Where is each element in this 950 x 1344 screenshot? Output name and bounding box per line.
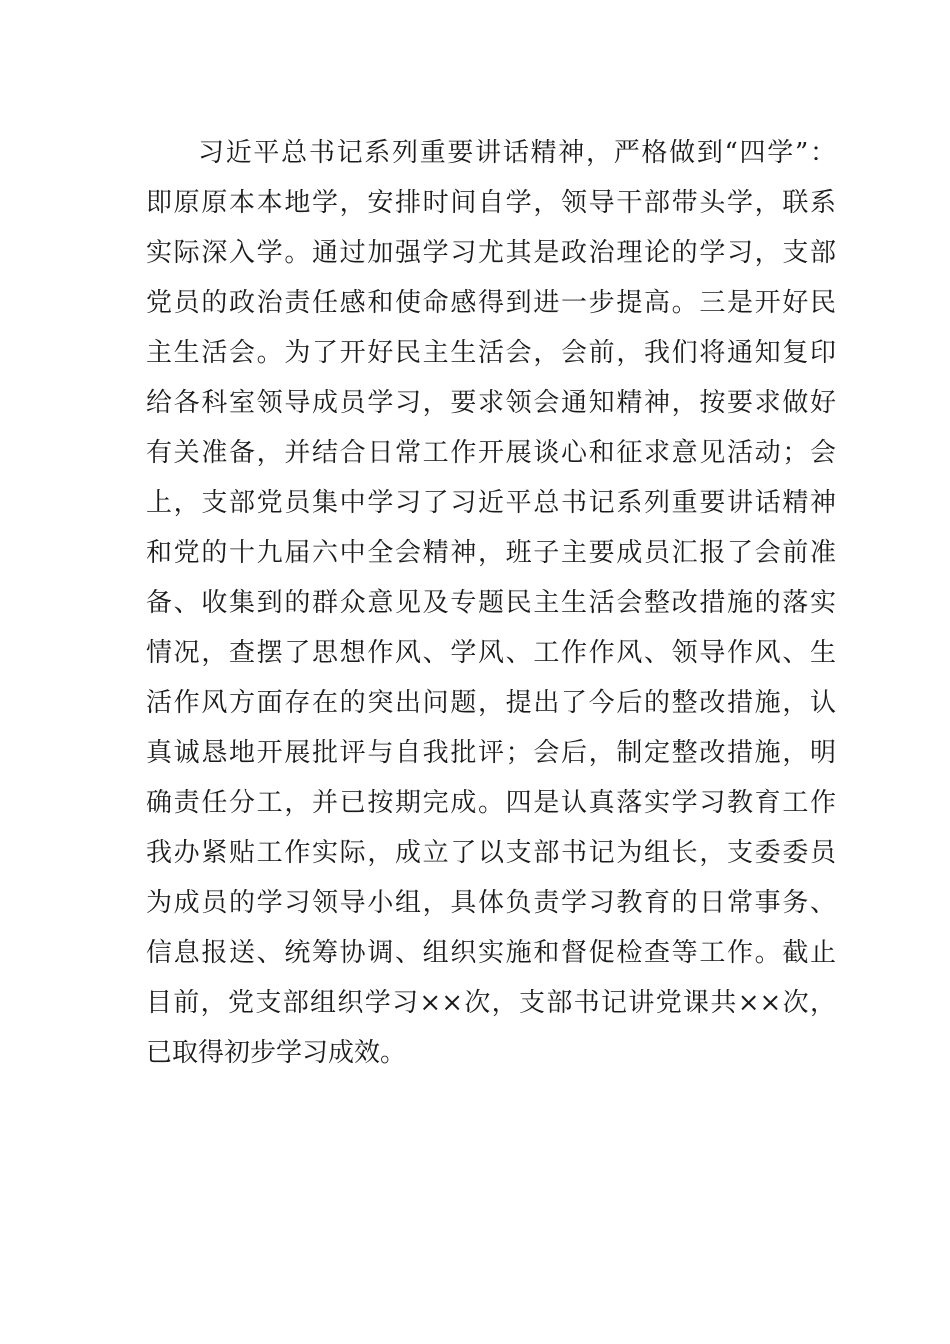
paragraph-line: 即原原本本地学，安排时间自学，领导干部带头学，联系 [146, 188, 836, 218]
paragraph-line: 有关准备，并结合日常工作开展谈心和征求意见活动；会 [146, 438, 836, 468]
paragraph-line: 给各科室领导成员学习，要求领会通知精神，按要求做好 [146, 388, 836, 418]
paragraph-line: 习近平总书记系列重要讲话精神，严格做到“四学”： [198, 138, 836, 168]
paragraph-line: 活作风方面存在的突出问题，提出了今后的整改措施，认 [146, 688, 836, 718]
body-paragraph [146, 128, 836, 1078]
paragraph-line: 情况，查摆了思想作风、学风、工作作风、领导作风、生 [146, 638, 836, 668]
paragraph-line: 和党的十九届六中全会精神，班子主要成员汇报了会前准 [146, 538, 836, 568]
paragraph-line: 主生活会。为了开好民主生活会，会前，我们将通知复印 [146, 338, 836, 368]
paragraph-line: 党员的政治责任感和使命感得到进一步提高。三是开好民 [146, 288, 836, 318]
paragraph-line: 真诚恳地开展批评与自我批评；会后，制定整改措施，明 [146, 738, 836, 768]
paragraph-line: 上，支部党员集中学习了习近平总书记系列重要讲话精神 [146, 488, 836, 518]
paragraph-line: 目前，党支部组织学习××次，支部书记讲党课共××次， [146, 988, 836, 1018]
paragraph-line: 确责任分工，并已按期完成。四是认真落实学习教育工作 [146, 788, 836, 818]
paragraph-line: 备、收集到的群众意见及专题民主生活会整改措施的落实 [146, 588, 836, 618]
paragraph-line: 我办紧贴工作实际，成立了以支部书记为组长，支委委员 [146, 838, 836, 868]
paragraph-line: 已取得初步学习成效。 [146, 1038, 407, 1068]
paragraph-line: 为成员的学习领导小组，具体负责学习教育的日常事务、 [146, 888, 836, 918]
paragraph-line: 实际深入学。通过加强学习尤其是政治理论的学习，支部 [146, 238, 836, 268]
paragraph-line: 信息报送、统筹协调、组织实施和督促检查等工作。截止 [146, 938, 836, 968]
